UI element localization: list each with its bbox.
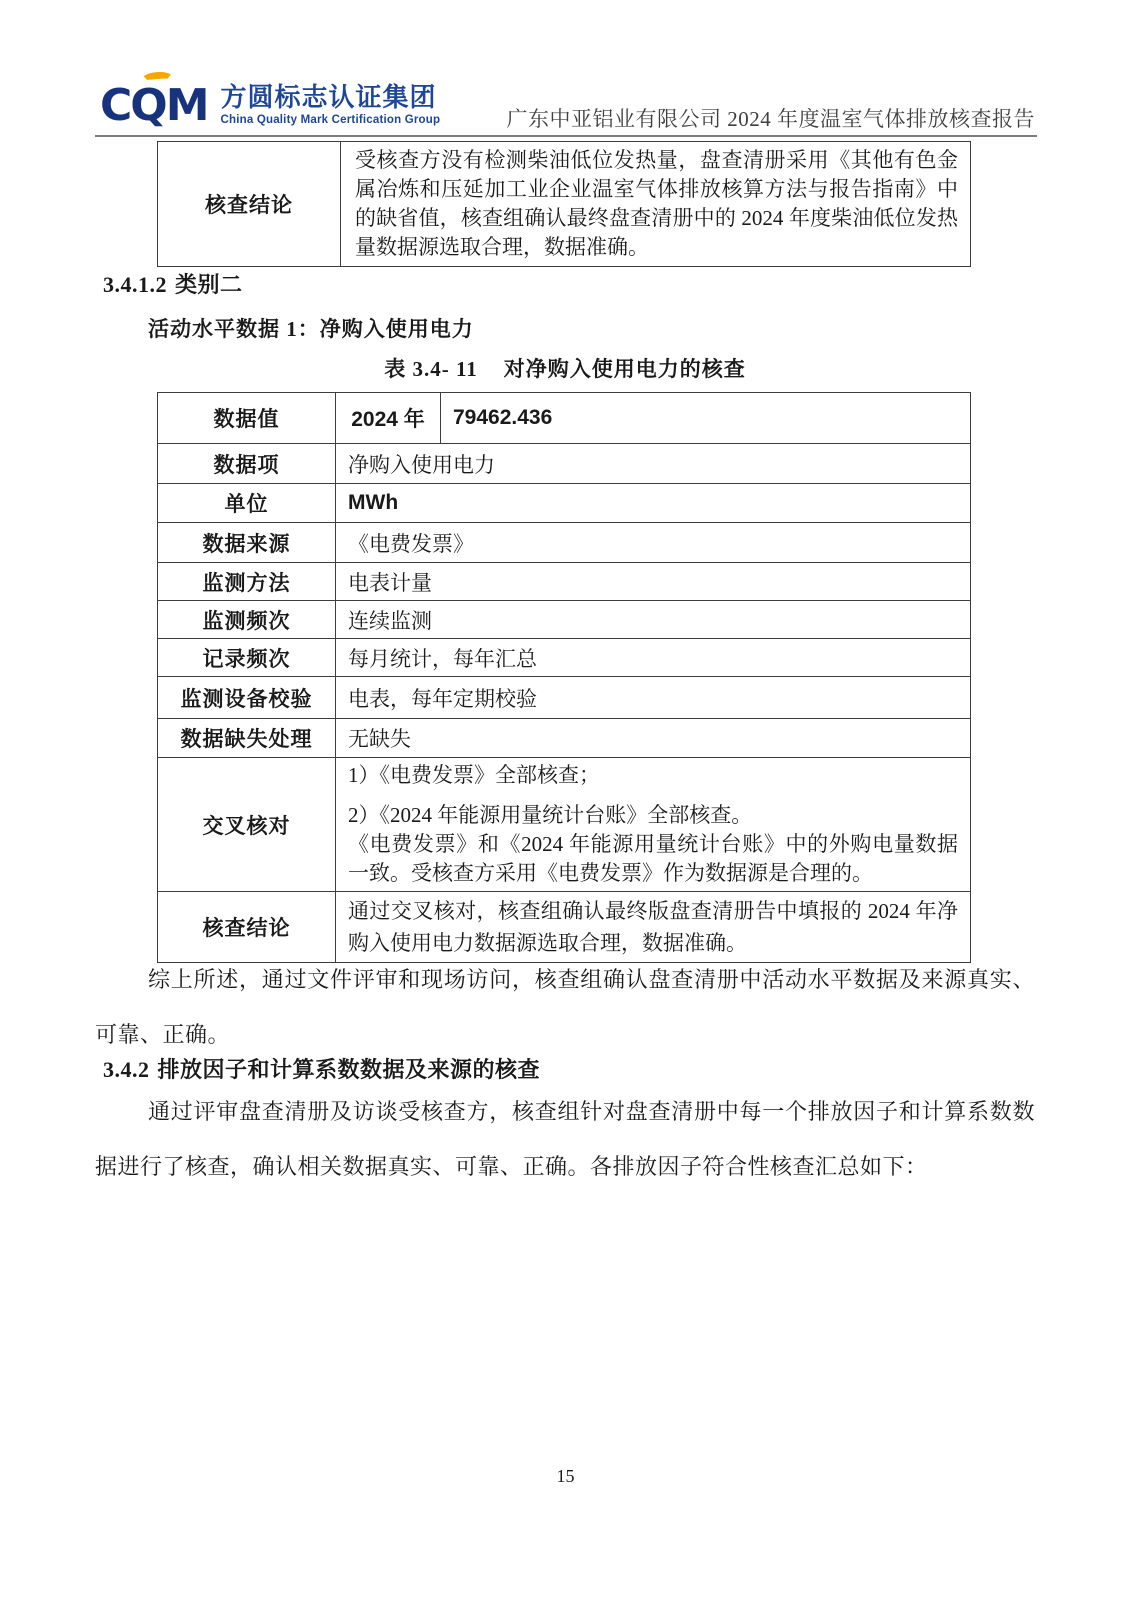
table-row xyxy=(158,393,971,444)
section-heading-3-4-1-2 xyxy=(103,270,243,300)
header-divider xyxy=(95,135,1037,137)
table-row xyxy=(158,523,971,563)
logo-acronym: CQM xyxy=(100,80,208,131)
monitoring-method-value: 电表计量 xyxy=(336,563,971,601)
table-caption-title: 对净购入使用电力的核查 xyxy=(503,357,746,381)
section-heading-3-4-2 xyxy=(103,1055,540,1085)
row-label-equipment-calibration: 监测设备校验 xyxy=(158,677,336,719)
section-number: 3.4.1.2 xyxy=(103,272,167,297)
equipment-calibration-value: 电表，每年定期校验 xyxy=(336,677,971,719)
table-row xyxy=(158,677,971,719)
row-label-missing-data: 数据缺失处理 xyxy=(158,719,336,758)
table-caption xyxy=(95,353,1035,383)
row-label-data-value: 数据值 xyxy=(158,393,336,444)
data-item-value: 净购入使用电力 xyxy=(336,444,971,484)
data-value-amount: 79462.436 xyxy=(441,393,971,444)
cross-check-value xyxy=(336,758,971,892)
unit-value: MWh xyxy=(336,484,971,523)
table-row xyxy=(158,758,971,892)
cqm-logo xyxy=(100,74,441,131)
row-label-monitoring-frequency: 监测频次 xyxy=(158,601,336,639)
cqm-logo-mark xyxy=(100,74,208,131)
section-title: 类别二 xyxy=(175,272,243,297)
data-value-year: 2024 年 xyxy=(336,393,441,444)
row-label-unit: 单位 xyxy=(158,484,336,523)
electricity-verification-table xyxy=(157,392,971,963)
data-source-value: 《电费发票》 xyxy=(336,523,971,563)
row-label-data-item: 数据项 xyxy=(158,444,336,484)
conclusion-text: 受核查方没有检测柴油低位发热量，盘查清册采用《其他有色金属冶炼和压延加工业企业温室气体排放核算方法与报告指南》中的缺省值，核查组确认最终盘查清册中的 2024 年度柴油低位发热量数据源选取合理，数据准确。 xyxy=(341,142,971,267)
table-row xyxy=(158,142,971,267)
cross-check-summary: 《电费发票》和《2024 年能源用量统计台账》中的外购电量数据一致。受核查方采用《电费发票》作为数据源是合理的。 xyxy=(348,832,958,885)
missing-data-value: 无缺失 xyxy=(336,719,971,758)
table-row xyxy=(158,444,971,484)
logo-names xyxy=(220,76,440,126)
verification-conclusion-value: 通过交叉核对，核查组确认最终版盘查清册告中填报的 2024 年净购入使用电力数据源选取合理，数据准确。 xyxy=(336,892,971,963)
row-label-conclusion: 核查结论 xyxy=(158,142,341,267)
header-document-title: 广东中亚铝业有限公司 2024 年度温室气体排放核查报告 xyxy=(506,107,1035,131)
section-number: 3.4.2 xyxy=(103,1057,150,1082)
monitoring-frequency-value: 连续监测 xyxy=(336,601,971,639)
carryover-conclusion-table xyxy=(157,141,971,267)
row-label-cross-check: 交叉核对 xyxy=(158,758,336,892)
summary-paragraph: 综上所述，通过文件评审和现场访问，核查组确认盘查清册中活动水平数据及来源真实、可靠、正确。 xyxy=(95,967,1035,1047)
table-caption-number: 表 3.4- 11 xyxy=(384,357,478,381)
cross-check-item-1: 1）《电费发票》全部核查； xyxy=(348,763,600,787)
table-row xyxy=(158,601,971,639)
table-row xyxy=(158,719,971,758)
page-number: 15 xyxy=(556,1466,575,1486)
logo-english-name: China Quality Mark Certification Group xyxy=(220,114,441,126)
row-label-verification-conclusion: 核查结论 xyxy=(158,892,336,963)
cross-check-item-2: 2）《2024 年能源用量统计台账》全部核查。 xyxy=(348,803,753,827)
table-row xyxy=(158,563,971,601)
row-label-monitoring-method: 监测方法 xyxy=(158,563,336,601)
record-frequency-value: 每月统计，每年汇总 xyxy=(336,639,971,677)
row-label-data-source: 数据来源 xyxy=(158,523,336,563)
emission-factor-paragraph: 通过评审盘查清册及访谈受核查方，核查组针对盘查清册中每一个排放因子和计算系数数据进行了核查，确认相关数据真实、可靠、正确。各排放因子符合性核查汇总如下： xyxy=(95,1099,1035,1179)
logo-chinese-name: 方圆标志认证集团 xyxy=(220,83,437,113)
row-label-record-frequency: 记录频次 xyxy=(158,639,336,677)
activity-data-subheading: 活动水平数据 1：净购入使用电力 xyxy=(148,317,474,341)
table-row xyxy=(158,484,971,523)
section-title: 排放因子和计算系数数据及来源的核查 xyxy=(157,1057,541,1082)
table-row xyxy=(158,639,971,677)
